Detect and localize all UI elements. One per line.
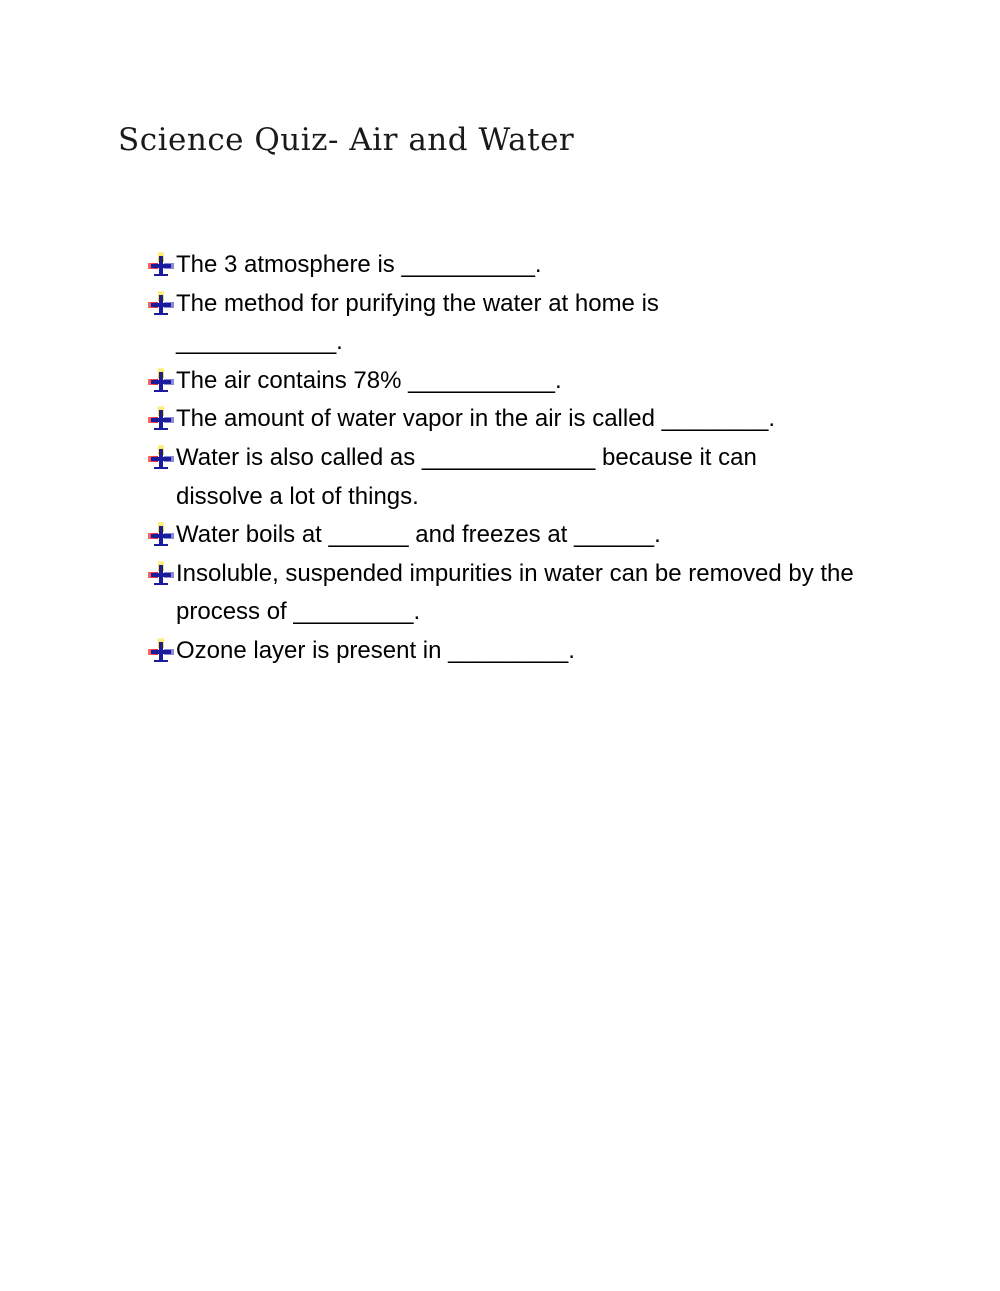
question-item (148, 285, 888, 362)
question-list (148, 246, 888, 671)
arrow-bullet-icon (148, 246, 176, 285)
question-item (148, 439, 888, 516)
question-item (148, 632, 888, 671)
question-item (148, 516, 888, 555)
question-item (148, 362, 888, 401)
question-item (148, 555, 888, 632)
arrow-bullet-icon (148, 362, 176, 401)
question-item (148, 246, 888, 285)
page-title: Science Quiz- Air and Water (118, 122, 575, 158)
question-text: Insoluble, suspended impurities in water can be removed by the process of _________. (176, 559, 854, 626)
arrow-bullet-icon (148, 285, 176, 324)
arrow-bullet-icon (148, 555, 176, 594)
question-text: Water boils at ______ and freezes at ______. (176, 521, 661, 549)
question-text: The amount of water vapor in the air is called ________. (176, 405, 776, 433)
question-text: The 3 atmosphere is __________. (176, 251, 542, 278)
question-text: Ozone layer is present in _________. (176, 636, 575, 664)
arrow-bullet-icon (148, 632, 176, 671)
question-text: The air contains 78% ___________. (176, 366, 562, 394)
arrow-bullet-icon (148, 516, 176, 555)
question-item (148, 400, 888, 439)
arrow-bullet-icon (148, 400, 176, 439)
question-text: The method for purifying the water at home is ____________. (176, 289, 659, 356)
arrow-bullet-icon (148, 439, 176, 478)
question-text: Water is also called as _____________ because it can dissolve a lot of things. (176, 443, 757, 510)
